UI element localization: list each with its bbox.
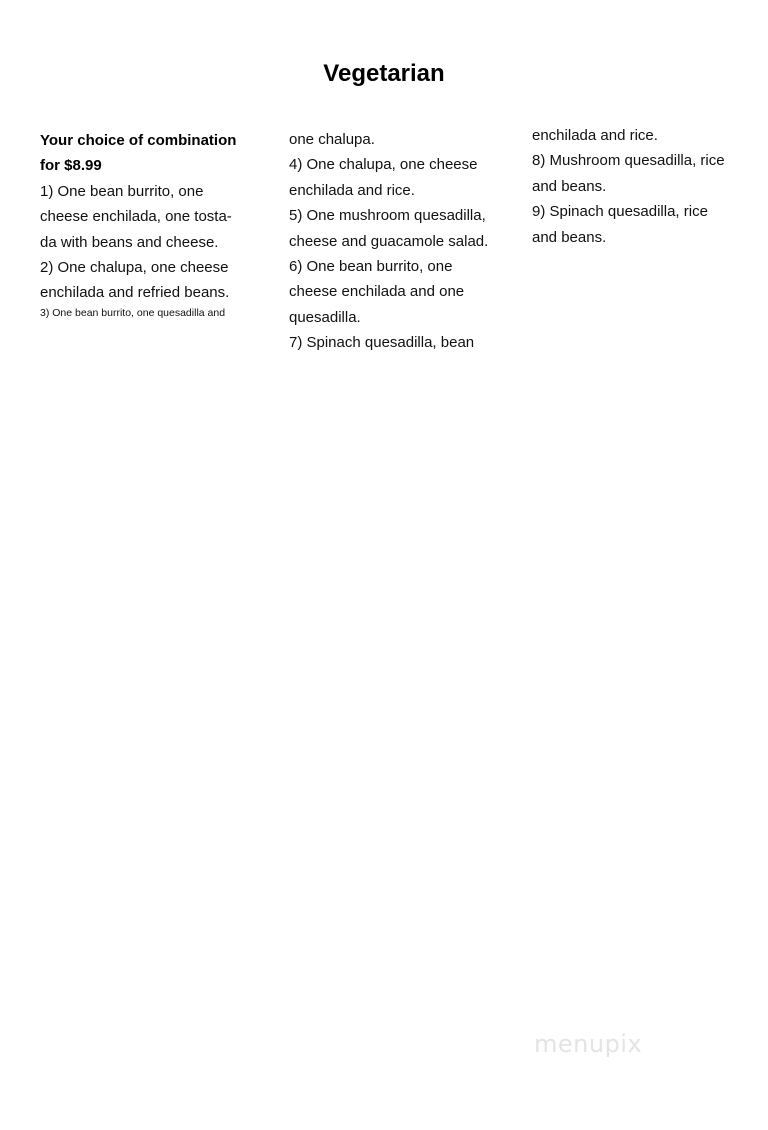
menu-item-line: 1) One bean burrito, one: [40, 182, 204, 200]
menu-item-line: 7) Spinach quesadilla, bean: [289, 334, 475, 352]
section-heading-line: for $8.99: [40, 157, 102, 175]
menu-item-line: one chalupa.: [289, 131, 375, 148]
menu-item-line: enchilada and rice.: [289, 181, 415, 199]
menu-item-line: 4) One chalupa, one cheese: [289, 156, 478, 174]
menu-item-line: 6) One bean burrito, one: [289, 258, 453, 276]
menu-item-line: 5) One mushroom quesadilla,: [289, 207, 486, 225]
menu-item-line: enchilada and refried beans.: [40, 284, 230, 302]
menu-item-line: and beans.: [532, 177, 607, 195]
menu-item-line: 9) Spinach quesadilla, rice: [532, 203, 708, 221]
page-title: Vegetarian: [323, 60, 445, 87]
menu-item-line: 8) Mushroom quesadilla, rice: [532, 152, 725, 170]
menu-item-line: cheese and guacamole salad.: [289, 232, 489, 250]
menu-column-2: [289, 127, 489, 356]
menu-item-line: quesadilla.: [289, 308, 361, 326]
menu-column-3: [532, 123, 732, 250]
menu-item-line: 2) One chalupa, one cheese: [40, 259, 229, 277]
menu-item-line: cheese enchilada and one: [289, 283, 465, 301]
section-heading-line: Your choice of combination: [40, 132, 237, 149]
menu-item-line: and beans.: [532, 228, 607, 246]
menu-item-line: cheese enchilada, one tosta-: [40, 208, 232, 226]
menu-column-1: [40, 128, 240, 320]
menupix-watermark: menupix: [534, 1030, 643, 1058]
menu-item-line: enchilada and rice.: [532, 127, 658, 144]
menu-item-line: 3) One bean burrito, one quesadilla and: [40, 306, 226, 319]
menu-item-line: da with beans and cheese.: [40, 233, 219, 251]
